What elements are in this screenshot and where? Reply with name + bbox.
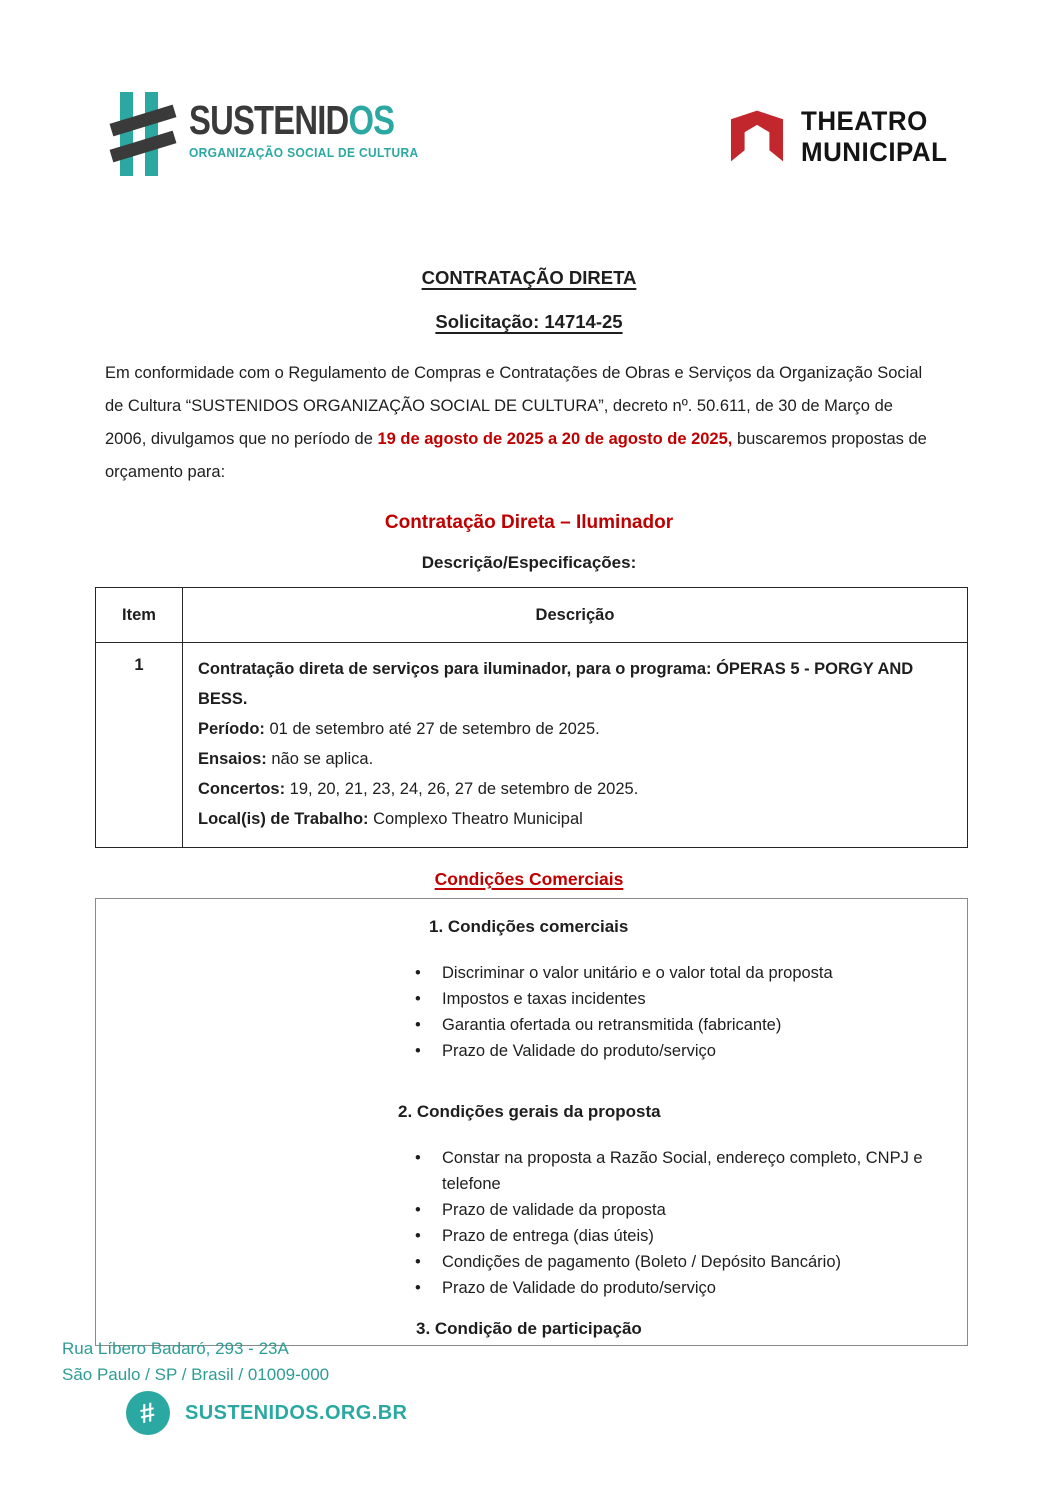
table-row: [96, 643, 968, 848]
sustenidos-tagline: ORGANIZAÇÃO SOCIAL DE CULTURA: [189, 145, 419, 160]
detail-local-label: Local(is) de Trabalho:: [198, 810, 369, 828]
bullet-item: • Prazo de entrega (dias úteis): [413, 1223, 949, 1249]
bullet-item: • Condições de pagamento (Boleto / Depósito Bancário): [413, 1249, 949, 1275]
sustenidos-wordmark-teal: OS: [348, 97, 395, 143]
detail-concertos: [198, 774, 952, 804]
intro-paragraph: [105, 357, 933, 489]
description-cell: [183, 643, 968, 848]
commercial-conditions-box: [95, 898, 968, 1346]
specifications-table: [95, 587, 968, 848]
detail-ensaios-label: Ensaios:: [198, 750, 267, 768]
sustenidos-hash-badge-icon: #: [126, 1391, 170, 1435]
bullet-item: • Prazo de Validade do produto/serviço: [413, 1275, 949, 1301]
detail-periodo: [198, 714, 952, 744]
header: [115, 92, 953, 176]
theatro-wordmark-line2: MUNICIPAL: [800, 137, 947, 167]
table-header-item: Item: [96, 588, 183, 643]
bullet-item: • Constar na proposta a Razão Social, endereço completo, CNPJ e telefone: [413, 1145, 949, 1197]
intro-date-range: 19 de agosto de 2025 a 20 de agosto de 2025,: [377, 430, 733, 448]
detail-ensaios-value: não se aplica.: [266, 750, 374, 768]
sustenidos-logo: [115, 92, 446, 176]
footer-brand: [126, 1391, 407, 1435]
bullet-item: • Impostos e taxas incidentes: [413, 986, 949, 1012]
theatro-arch-icon: [726, 105, 788, 167]
table-header-row: [96, 588, 968, 643]
footer-address-line2: São Paulo / SP / Brasil / 01009-000: [62, 1365, 330, 1384]
table-header-descricao: Descrição: [183, 588, 968, 643]
cc-section1-list: [413, 960, 949, 1064]
detail-ensaios: [198, 744, 952, 774]
document-title: CONTRATAÇÃO DIRETA: [421, 267, 637, 288]
cc-section1-heading: 1. Condições comerciais: [429, 917, 629, 936]
detail-local-value: Complexo Theatro Municipal: [368, 810, 583, 828]
bullet-item: • Discriminar o valor unitário e o valor total da proposta: [413, 960, 949, 986]
theatro-municipal-logo: [726, 105, 954, 168]
solicitation-number: Solicitação: 14714-25: [435, 311, 623, 332]
sustenidos-wordmark: [189, 98, 394, 142]
bullet-item: • Garantia ofertada ou retransmitida (fabricante): [413, 1012, 949, 1038]
detail-concertos-label: Concertos:: [198, 780, 286, 798]
section-subtitle: Descrição/Especificações:: [421, 553, 637, 572]
detail-local: [198, 804, 952, 834]
detail-periodo-value: 01 de setembro até 27 de setembro de 2025.: [264, 720, 600, 738]
sustenidos-wordmark-dark: SUSTENID: [189, 97, 349, 143]
footer-website: SUSTENIDOS.ORG.BR: [185, 1402, 408, 1424]
section-title: Contratação Direta – Iluminador: [384, 512, 674, 533]
intro-text-end: buscaremos propostas de orçamento para:: [105, 430, 927, 481]
cc-section3-heading: 3. Condição de participação: [416, 1319, 642, 1338]
sustenidos-hash-icon: [115, 92, 173, 176]
theatro-wordmark: [801, 106, 947, 168]
intro-text-start: Em conformidade com o Regulamento de Compras e Contratações de Obras e Serviços da Organização Social de Cultura “SUSTENIDOS ORGANIZAÇÃO SOCIAL DE CULTURA”, decreto nº. 50.611, de 30 de Março de 2006, divulgamos que no período de: [105, 364, 923, 448]
commercial-conditions-title: Condições Comerciais: [434, 869, 624, 889]
detail-periodo-label: Período:: [198, 720, 265, 738]
cc-section2-heading: 2. Condições gerais da proposta: [398, 1102, 661, 1121]
program-description: Contratação direta de serviços para iluminador, para o programa: ÓPERAS 5 - PORGY AND BESS.: [198, 660, 914, 708]
bullet-item: • Prazo de Validade do produto/serviço: [413, 1038, 949, 1064]
item-number-cell: 1: [96, 643, 183, 848]
theatro-wordmark-line1: THEATRO: [800, 106, 928, 136]
footer-address-line1: Rua Líbero Badaró, 293 - 23A: [62, 1339, 289, 1358]
bullet-item: • Prazo de validade da proposta: [413, 1197, 949, 1223]
footer-address: [62, 1336, 329, 1388]
detail-concertos-value: 19, 20, 21, 23, 24, 26, 27 de setembro de 2025.: [285, 780, 639, 798]
cc-section2-list: [413, 1145, 949, 1301]
